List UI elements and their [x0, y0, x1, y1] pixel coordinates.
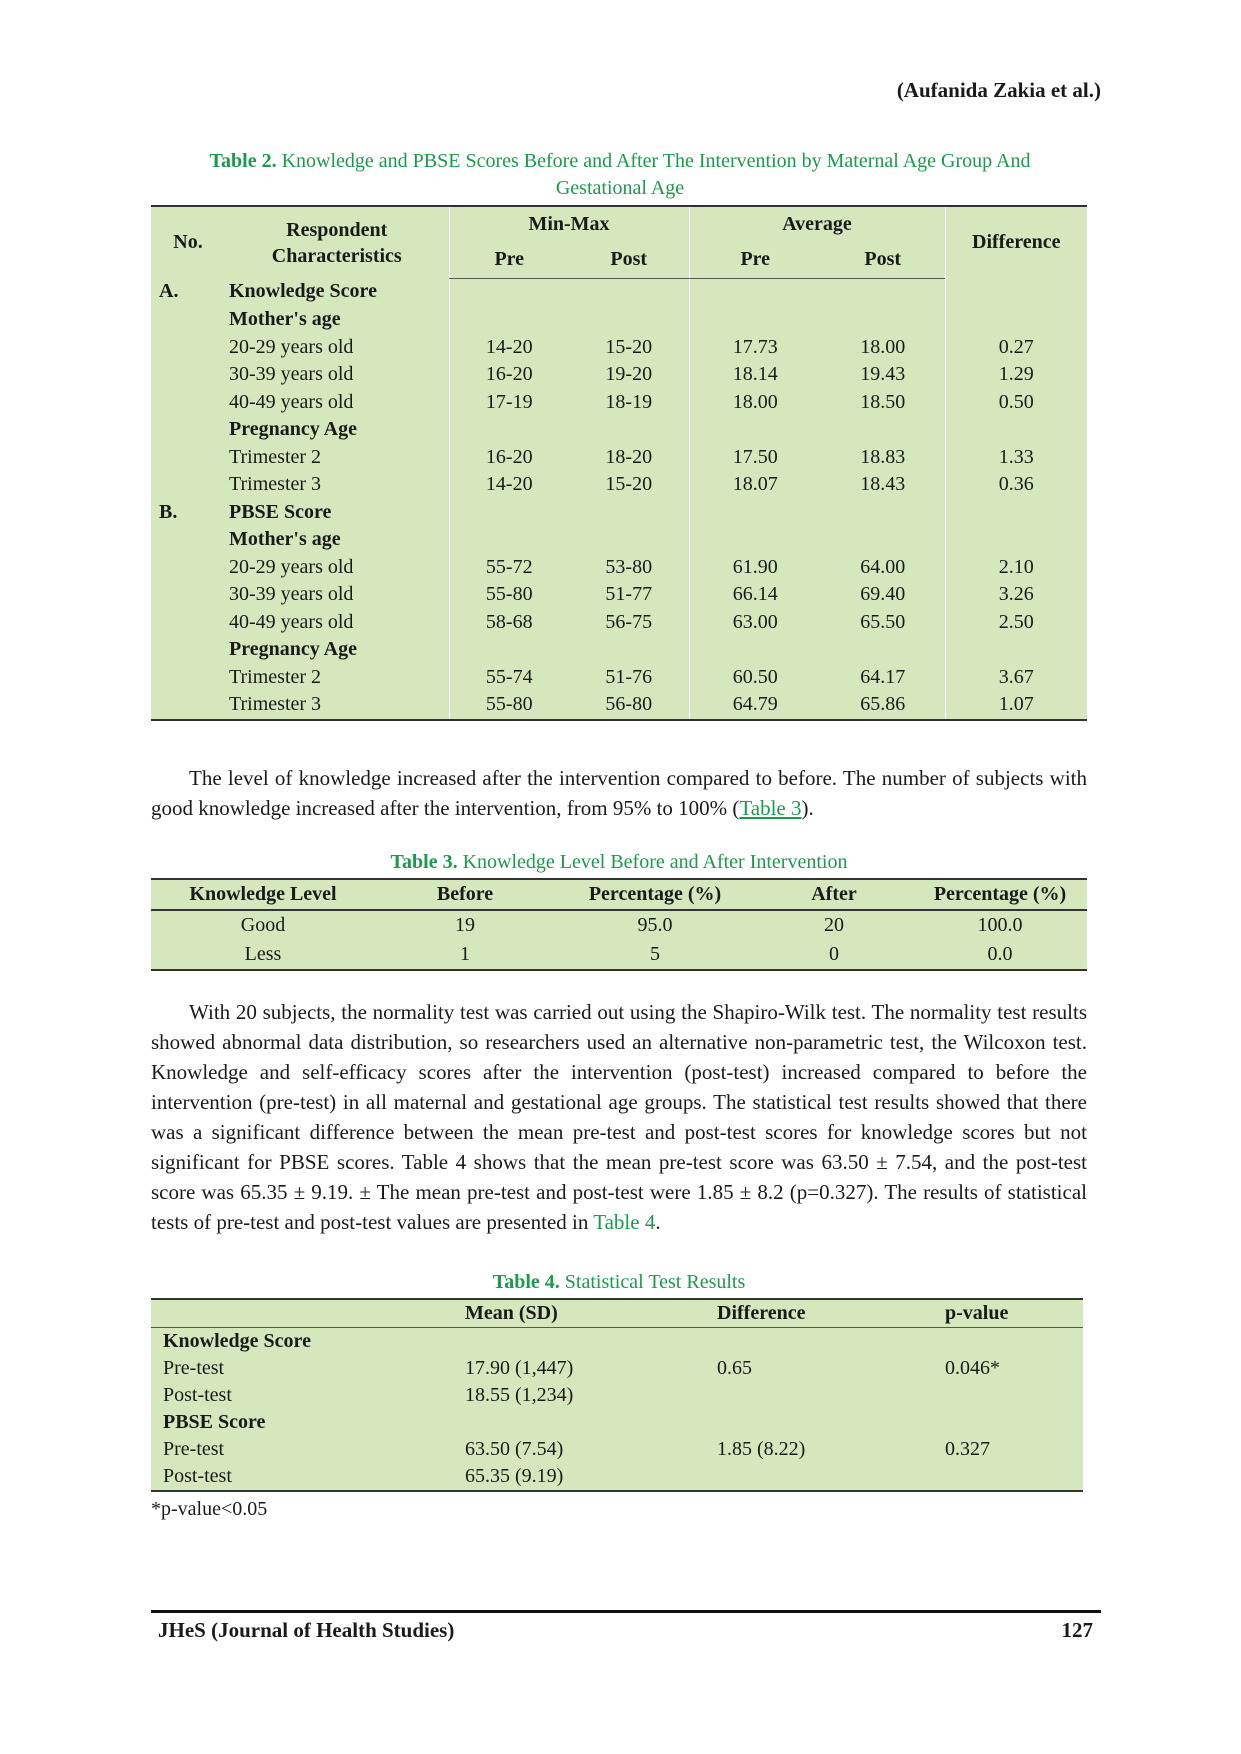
table2-row-label: Trimester 3	[225, 691, 449, 720]
table-row	[151, 416, 1087, 444]
table2-cell: 18.00	[689, 389, 821, 417]
table2-cell: 3.67	[945, 664, 1087, 692]
table2-cell	[569, 306, 689, 334]
table2-cell	[689, 636, 821, 664]
table2-cell: 51-77	[605, 583, 653, 605]
table-row	[151, 361, 1087, 389]
table-row	[151, 1355, 1083, 1382]
table2-cell	[945, 278, 1087, 306]
table4-caption-label: Table 4.	[492, 1271, 560, 1293]
paragraph-text: ).	[801, 796, 814, 820]
table4-cell: 65.35 (9.19)	[465, 1463, 717, 1491]
table2-header-no: No.	[151, 206, 225, 278]
table2-cell	[821, 306, 945, 334]
table2-cell: 18.83	[860, 445, 906, 468]
table4-cell: 0.046*	[945, 1357, 1000, 1379]
table2-header-minmax: Min-Max	[449, 206, 689, 242]
table3-header: Percentage (%)	[913, 879, 1087, 910]
table4-cell	[465, 1328, 717, 1356]
table-row	[151, 636, 1087, 664]
table2-row-label: Knowledge Score	[229, 280, 377, 303]
table4-cell: Post-test	[151, 1463, 465, 1491]
table2-cell	[569, 278, 689, 306]
table3-cell: 0	[755, 940, 913, 970]
table-row	[151, 1436, 1083, 1463]
table2-header-post: Post	[821, 242, 945, 278]
footer-rule	[151, 1610, 1101, 1613]
table4-cell: Pre-test	[163, 1438, 225, 1460]
table2-cell	[821, 278, 945, 306]
table2-cell: 17.73	[689, 334, 821, 362]
table4-cell: 17.90 (1,447)	[465, 1357, 574, 1379]
table2-row-number	[151, 471, 225, 499]
table2-row-label: Trimester 3	[229, 473, 322, 495]
table4-cell: 0.65	[717, 1357, 752, 1379]
table2-cell: 56-75	[605, 610, 653, 633]
table2-header-difference: Difference	[945, 206, 1087, 278]
table-row	[151, 278, 1087, 306]
table4-header: Mean (SD)	[465, 1299, 717, 1328]
paragraph-knowledge-level	[151, 763, 1087, 823]
paragraph-text: .	[655, 1210, 661, 1234]
table2-header-pre: Pre	[449, 242, 569, 278]
table4-cell: 18.55 (1,234)	[465, 1384, 574, 1406]
table2-row-number	[151, 581, 225, 609]
table2-cell: 61.90	[689, 554, 821, 582]
table2-cell	[569, 416, 689, 444]
table2	[151, 205, 1087, 721]
paragraph-text: The level of knowledge increased after the intervention compared to before. The number of subjects with good knowledge increased after the intervention, from 95% to 100% (	[151, 766, 1087, 820]
table2-cell: 19.43	[860, 363, 906, 385]
table-row	[151, 444, 1087, 472]
page-footer	[158, 1618, 1093, 1643]
table2-cell: 16-20	[449, 444, 569, 472]
table2-cell	[821, 526, 945, 554]
table4-cell	[717, 1328, 945, 1356]
table2-cell: 15-20	[605, 335, 653, 358]
table2-cell	[689, 499, 821, 527]
table2-row-number	[151, 554, 225, 582]
table-row	[151, 554, 1087, 582]
table4-cell: PBSE Score	[163, 1411, 266, 1433]
table4-caption-text: Statistical Test Results	[564, 1271, 746, 1293]
table3-header: After	[755, 879, 913, 910]
table4-cell: Pre-test	[163, 1357, 225, 1379]
table3	[151, 878, 1087, 971]
table2-cell: 63.00	[689, 609, 821, 637]
table-row	[151, 691, 1087, 720]
table2-cell: 53-80	[605, 555, 653, 578]
table2-cell	[689, 526, 821, 554]
table4-header: p-value	[945, 1299, 1083, 1328]
table-row	[151, 526, 1087, 554]
table-row	[151, 910, 1087, 940]
table2-row-label: Mother's age	[229, 528, 341, 550]
table-row	[151, 1328, 1083, 1356]
table2-row-label: 20-29 years old	[229, 335, 354, 358]
table2-row-label: 30-39 years old	[229, 363, 354, 385]
table2-row-label: Pregnancy Age	[229, 638, 357, 660]
running-header-author: (Aufanida Zakia et al.)	[896, 78, 1101, 102]
table2-header-characteristics: Respondent Characteristics	[225, 206, 449, 278]
table4-cell: 0.327	[945, 1438, 990, 1460]
table2-cell: 17.50	[689, 444, 821, 472]
table3-cell: 5	[555, 940, 755, 970]
table3-header: Before	[375, 879, 555, 910]
table3-header: Percentage (%)	[555, 879, 755, 910]
table3-link[interactable]: Table 3	[739, 796, 802, 820]
table2-cell	[689, 416, 821, 444]
table4-footnote: *p-value<0.05	[151, 1498, 268, 1520]
table3-cell: Good	[240, 914, 286, 936]
table2-row-number	[151, 444, 225, 472]
table2-cell: 2.10	[945, 554, 1087, 582]
table2-cell	[449, 306, 569, 334]
table2-cell: 0.27	[945, 334, 1087, 362]
table2-cell: 2.50	[945, 609, 1087, 637]
table3-caption-label: Table 3.	[390, 851, 458, 873]
table2-row-number	[151, 334, 225, 362]
paragraph-statistical-results	[151, 997, 1087, 1237]
table2-row-number	[151, 636, 225, 664]
table2-row-number	[151, 664, 225, 692]
table2-cell	[821, 499, 945, 527]
table4-cell	[945, 1463, 1083, 1491]
table4-link[interactable]: Table 4	[593, 1210, 656, 1234]
table2-cell: 18.50	[860, 390, 906, 413]
table2-row-label: Pregnancy Age	[229, 418, 357, 440]
table2-cell: 0.36	[945, 471, 1087, 499]
table4-cell: 63.50 (7.54)	[465, 1438, 564, 1460]
table3-cell: 95.0	[637, 914, 673, 936]
table-row	[151, 471, 1087, 499]
table2-cell: 55-72	[449, 554, 569, 582]
table-row	[151, 664, 1087, 692]
table2-cell	[569, 526, 689, 554]
table2-cell: 55-80	[449, 581, 569, 609]
table4-cell	[717, 1409, 945, 1436]
table4-header: Difference	[717, 1299, 945, 1328]
table-row	[151, 581, 1087, 609]
table2-cell	[945, 499, 1087, 527]
table2-row-number	[151, 526, 225, 554]
table2-cell: 1.33	[945, 444, 1087, 472]
table4-cell	[717, 1463, 945, 1491]
table2-cell: 14-20	[449, 334, 569, 362]
table2-cell	[945, 306, 1087, 334]
table2-row-label: Trimester 2	[229, 445, 322, 468]
table2-row-label: 40-49 years old	[229, 390, 354, 413]
table2-caption	[170, 148, 1070, 202]
table2-row-label: Trimester 2	[229, 665, 322, 688]
table3-cell: 1	[375, 940, 555, 970]
table2-row-number	[151, 389, 225, 417]
table-row	[151, 389, 1087, 417]
table2-cell	[449, 499, 569, 527]
table4-cell	[465, 1409, 717, 1436]
table3-header: Knowledge Level	[151, 879, 375, 910]
table2-cell: 64.00	[860, 555, 906, 578]
table2-cell: 0.50	[945, 389, 1087, 417]
table2-cell: 60.50	[689, 664, 821, 692]
table2-row-label: 20-29 years old	[229, 555, 354, 578]
table2-caption-label: Table 2.	[209, 150, 277, 172]
table2-cell	[449, 636, 569, 664]
table2-cell: 14-20	[449, 471, 569, 499]
table2-cell: 1.07	[945, 691, 1087, 720]
page-number: 127	[1061, 1618, 1093, 1642]
table-row	[151, 499, 1087, 527]
table2-cell: 55-80	[449, 691, 569, 720]
table4-caption	[151, 1269, 1087, 1296]
table2-cell	[449, 278, 569, 306]
table2-row-number	[151, 306, 225, 334]
table3-caption	[151, 849, 1087, 876]
table2-header-pre: Pre	[689, 242, 821, 278]
table2-cell	[569, 499, 689, 527]
table2-cell: 65.86	[821, 691, 945, 720]
table2-cell	[449, 416, 569, 444]
table-row	[151, 1409, 1083, 1436]
table2-row-label: Mother's age	[229, 308, 341, 330]
table-row	[151, 1382, 1083, 1409]
table2-row-number	[151, 416, 225, 444]
table3-cell: 19	[455, 914, 475, 936]
table2-cell: 19-20	[605, 363, 653, 385]
table4-cell	[717, 1382, 945, 1409]
table2-cell	[821, 636, 945, 664]
table3-cell: 100.0	[977, 914, 1023, 936]
table2-cell	[945, 636, 1087, 664]
table-row	[151, 306, 1087, 334]
table-row	[151, 1463, 1083, 1491]
table3-cell: Less	[151, 940, 375, 970]
table2-row-number	[151, 609, 225, 637]
table2-cell: 64.79	[689, 691, 821, 720]
table-row	[151, 334, 1087, 362]
table2-cell: 18.14	[689, 361, 821, 389]
table2-cell: 18.07	[689, 471, 821, 499]
table2-cell: 58-68	[449, 609, 569, 637]
table4-cell: 1.85 (8.22)	[717, 1438, 806, 1460]
table2-row-number: B.	[159, 500, 178, 523]
table2-cell: 66.14	[689, 581, 821, 609]
table2-cell	[689, 306, 821, 334]
table2-cell: 18-19	[605, 390, 653, 413]
table2-cell	[821, 416, 945, 444]
table2-row-label: PBSE Score	[229, 500, 332, 523]
table2-cell: 64.17	[860, 665, 906, 688]
table-row	[151, 609, 1087, 637]
table2-cell: 55-74	[449, 664, 569, 692]
table2-body	[151, 278, 1087, 720]
table2-cell	[945, 416, 1087, 444]
table2-row-number: A.	[159, 280, 179, 303]
paragraph-text: With 20 subjects, the normality test was carried out using the Shapiro-Wilk test. The normality test results showed abnormal data distribution, so researchers used an alternative non-parametric test, the Wilcoxon test. Knowledge and self-efficacy scores after the intervention (post-test) increased compared to before the intervention (pre-test) in all maternal and gestational age groups. The statistical test results showed that there was a significant difference between the mean pre-test and post-test scores for knowledge scores but not significant for PBSE scores. Table 4 shows that the mean pre-test score was 63.50 ± 7.54, and the post-test score was 65.35 ± 9.19. ± The mean pre-test and post-test were 1.85 ± 8.2 (p=0.327). The results of statistical tests of pre-test and post-test values are presented in	[151, 1000, 1087, 1234]
table4-cell: Post-test	[163, 1384, 232, 1406]
table2-row-number	[151, 361, 225, 389]
table-row	[151, 940, 1087, 970]
table2-header-average: Average	[689, 206, 945, 242]
table2-row-number	[151, 691, 225, 720]
table2-cell: 65.50	[860, 610, 906, 633]
table2-cell: 51-76	[605, 665, 653, 688]
table4-body	[151, 1328, 1083, 1492]
journal-name: JHeS (Journal of Health Studies)	[158, 1618, 455, 1642]
table2-cell: 56-80	[569, 691, 689, 720]
table2-header-post: Post	[569, 242, 689, 278]
table2-caption-text: Knowledge and PBSE Scores Before and After The Intervention by Maternal Age Group And Gestational Age	[281, 150, 1031, 199]
table2-cell	[689, 278, 821, 306]
table3-cell: 20	[824, 914, 844, 936]
table4	[151, 1298, 1083, 1492]
table2-cell: 1.29	[945, 361, 1087, 389]
table2-cell	[569, 636, 689, 664]
table4-cell	[945, 1409, 1083, 1436]
table2-cell	[449, 526, 569, 554]
table2-cell: 69.40	[860, 583, 906, 605]
table2-cell: 18-20	[605, 445, 653, 468]
table2-cell: 3.26	[945, 581, 1087, 609]
table4-cell: Knowledge Score	[163, 1330, 311, 1352]
table2-cell: 18.00	[860, 335, 906, 358]
table2-cell: 17-19	[449, 389, 569, 417]
table2-cell: 18.43	[860, 473, 906, 495]
table2-cell	[945, 526, 1087, 554]
table4-cell	[945, 1328, 1083, 1356]
table3-caption-text: Knowledge Level Before and After Intervention	[462, 851, 848, 873]
table4-cell	[945, 1382, 1083, 1409]
table2-cell: 15-20	[605, 473, 653, 495]
table4-header	[151, 1299, 465, 1328]
table3-cell: 0.0	[913, 940, 1087, 970]
table2-cell: 16-20	[449, 361, 569, 389]
table2-row-label: 30-39 years old	[229, 583, 354, 605]
table2-row-label: 40-49 years old	[229, 610, 354, 633]
